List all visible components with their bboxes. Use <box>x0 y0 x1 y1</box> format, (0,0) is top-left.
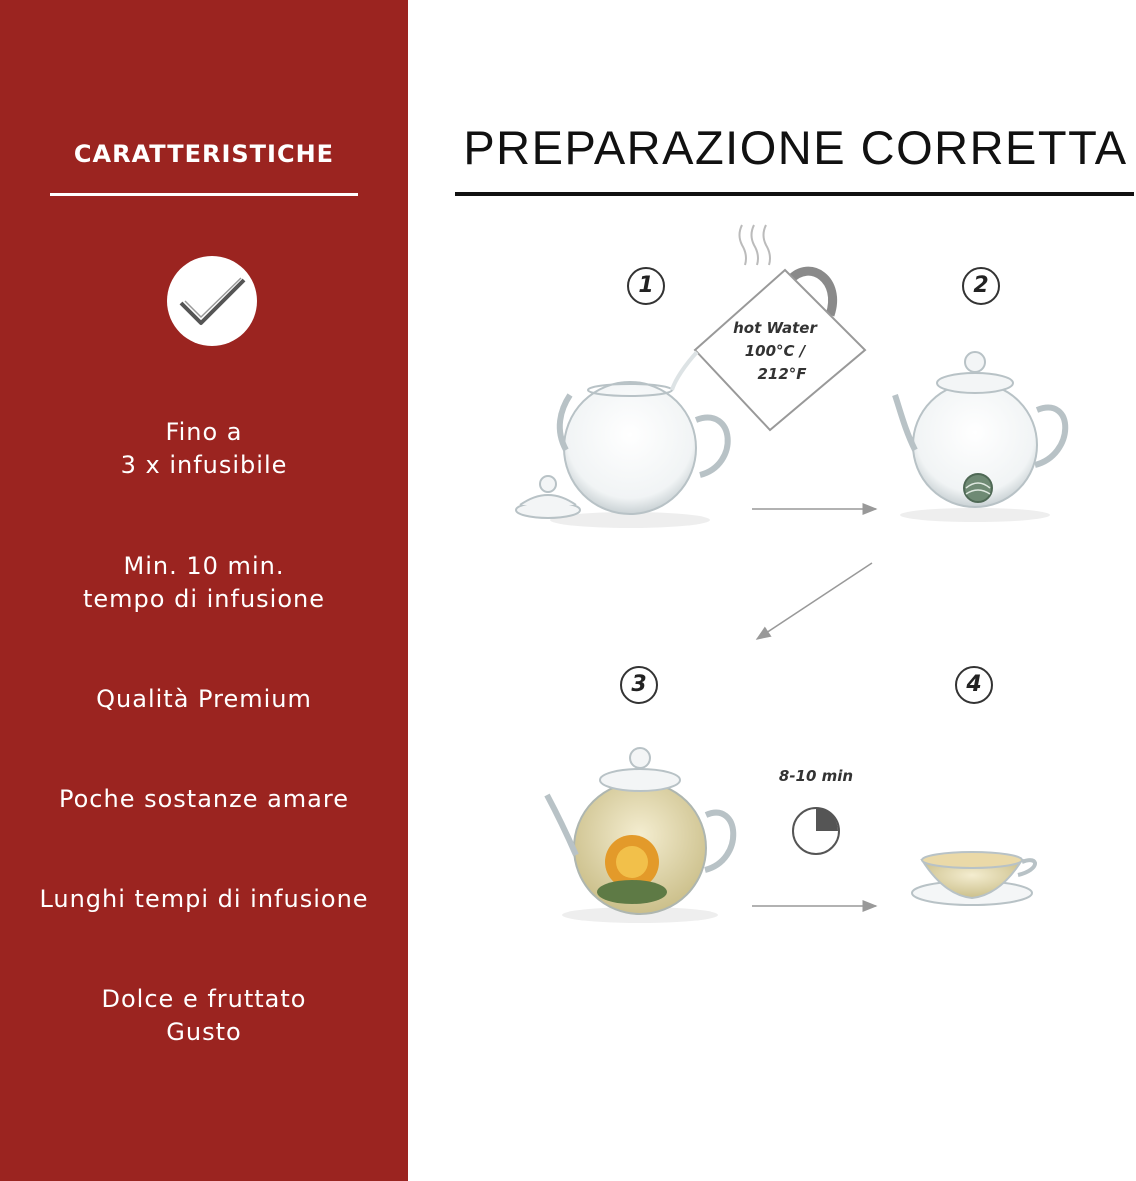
feature-line: Poche sostanze amare <box>58 785 349 813</box>
features-sidebar <box>0 0 408 1181</box>
timer-icon <box>779 767 853 854</box>
feature-steep-time <box>0 550 408 616</box>
feature-line: Fino a <box>165 418 243 446</box>
kettle-label-line2: 100°C / <box>744 342 806 360</box>
feature-infusions <box>0 416 408 482</box>
kettle-label-line1: hot Water <box>733 319 817 337</box>
feature-line: tempo di infusione <box>82 585 325 613</box>
step-number-4: 4 <box>955 666 993 704</box>
feature-quality <box>0 683 408 716</box>
feature-line: Dolce e fruttato <box>101 985 307 1013</box>
teapot-lid-icon <box>516 476 580 518</box>
feature-long-steeping <box>0 883 408 916</box>
sidebar-title: CARATTERISTICHE <box>73 140 335 168</box>
arrow-diagonal-icon <box>757 563 872 639</box>
tea-cup-icon <box>912 852 1035 905</box>
step-number-3: 3 <box>620 666 658 704</box>
feature-bitterness <box>0 783 408 816</box>
feature-line: Lunghi tempi di infusione <box>39 885 369 913</box>
step-number-1: 1 <box>627 267 665 305</box>
checkmark-icon <box>167 256 257 346</box>
teapot-with-tea-ball-icon <box>895 352 1065 522</box>
step-number-2: 2 <box>962 267 1000 305</box>
timer-label: 8-10 min <box>778 767 854 785</box>
page-title: PREPARAZIONE CORRETTA <box>463 121 1128 174</box>
feature-line: Qualità Premium <box>96 685 312 713</box>
kettle-icon <box>672 225 865 430</box>
feature-line: 3 x infusibile <box>120 451 288 479</box>
teapot-blooming-flower-icon <box>547 748 733 923</box>
feature-line: Min. 10 min. <box>123 552 285 580</box>
kettle-label-line3: 212°F <box>757 365 807 383</box>
sidebar-title-underline <box>50 193 358 196</box>
feature-line: Gusto <box>166 1018 242 1046</box>
preparation-illustration <box>408 0 1136 1181</box>
feature-taste <box>0 983 408 1049</box>
